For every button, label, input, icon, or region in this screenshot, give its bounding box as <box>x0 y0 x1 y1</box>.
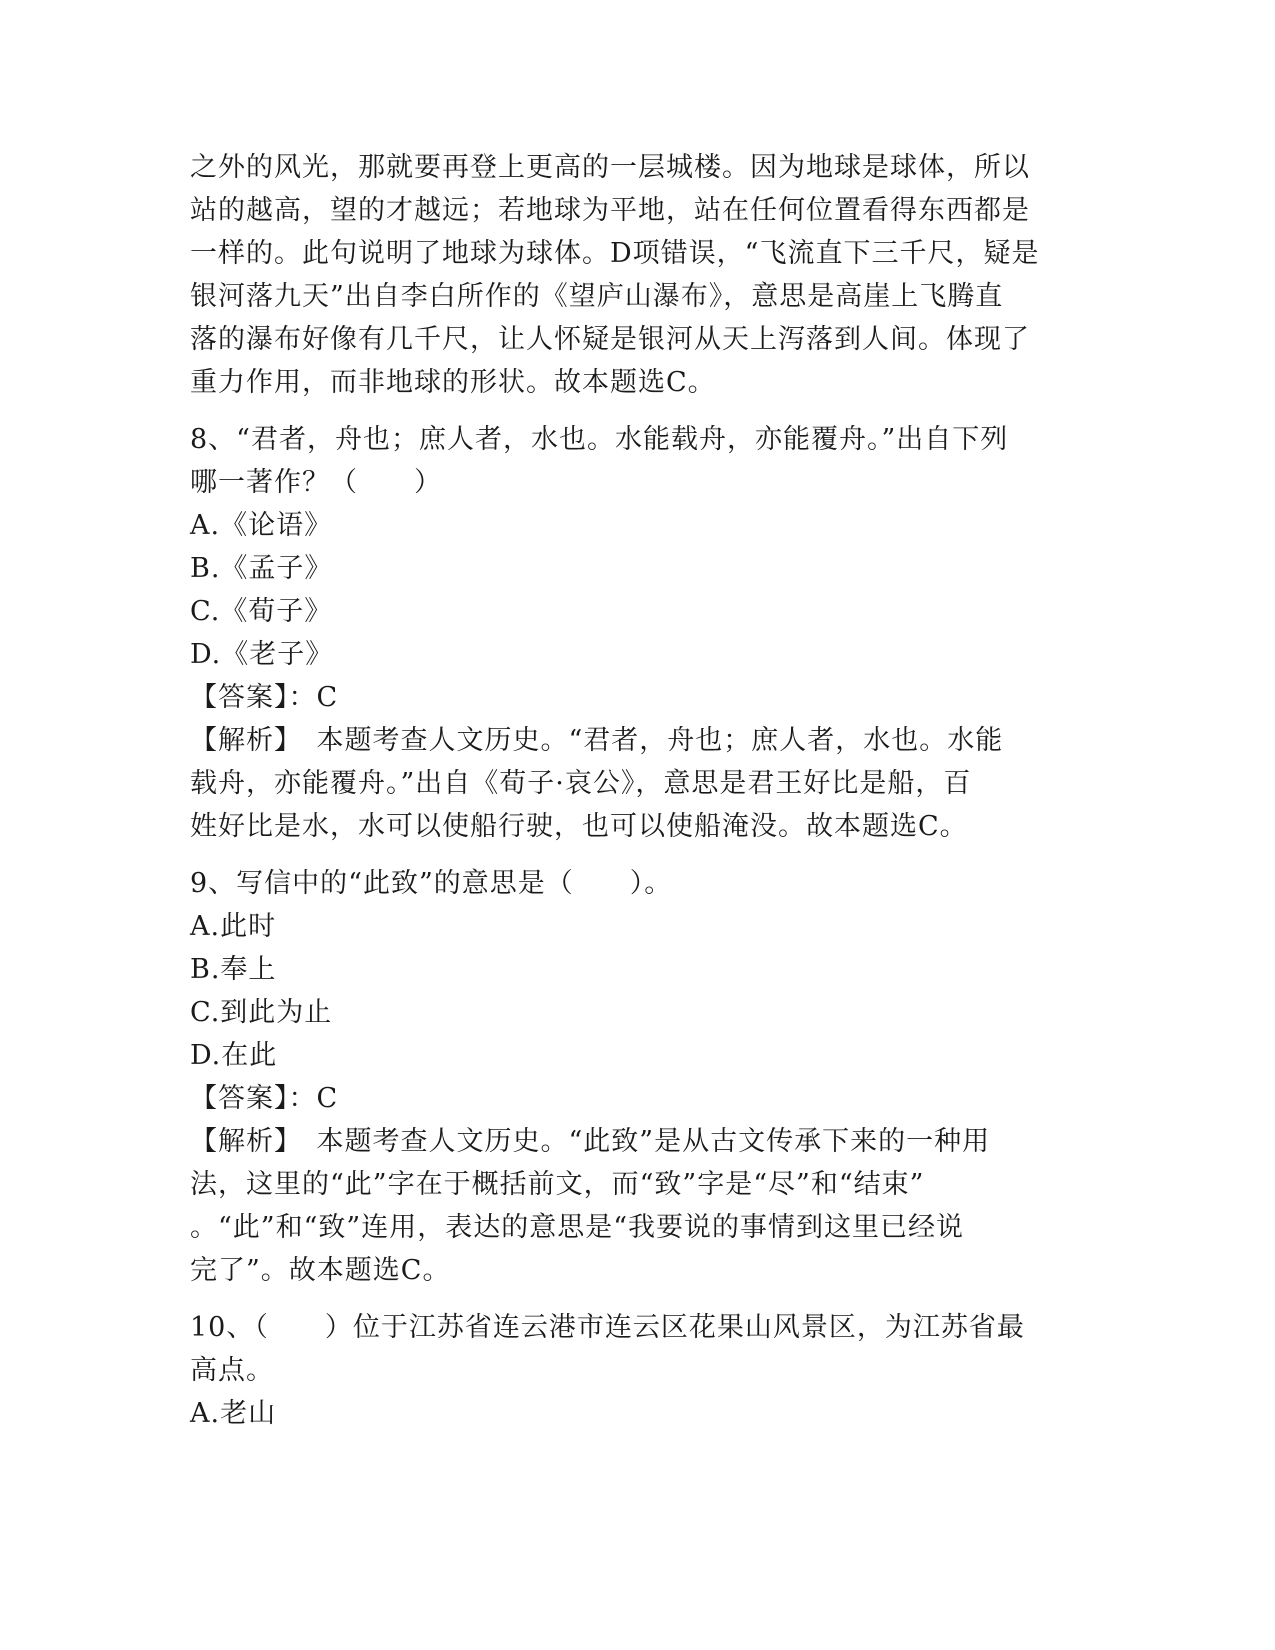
option-b: B.《孟子》 <box>190 553 333 584</box>
question-stem: 8、“君者，舟也；庶人者，水也。水能载舟，亦能覆舟。”出自下列 <box>190 424 1009 455</box>
analysis-line: 【解析】 本题考查人文历史。“此致”是从古文传承下来的一种用 <box>190 1126 991 1157</box>
analysis-line: 载舟，亦能覆舟。”出自《荀子·哀公》，意思是君王好比是船，百 <box>190 768 972 799</box>
option-d: D.在此 <box>190 1040 278 1071</box>
text-line: 一样的。此句说明了地球为球体。D项错误，“飞流直下三千尺，疑是 <box>190 238 1040 269</box>
content-column <box>190 146 1090 1435</box>
question-stem: 10、（ ）位于江苏省连云港市连云区花果山风景区，为江苏省最 <box>190 1312 1025 1343</box>
question-stem: 哪一著作？（ ） <box>190 467 442 498</box>
option-a: A.老山 <box>190 1398 277 1429</box>
analysis-line: 法，这里的“此”字在于概括前文，而“致”字是“尽”和“结束” <box>190 1169 925 1200</box>
analysis-line: 完了”。故本题选C。 <box>190 1255 451 1286</box>
option-a: A.此时 <box>190 911 277 942</box>
option-c: C.到此为止 <box>190 997 333 1028</box>
option-c: C.《荀子》 <box>190 596 333 627</box>
prev-explanation <box>190 146 1090 404</box>
analysis-line: 【解析】 本题考查人文历史。“君者，舟也；庶人者，水也。水能 <box>190 725 1004 756</box>
question-8 <box>190 418 1090 848</box>
question-stem: 9、写信中的“此致”的意思是（ ）。 <box>190 868 673 899</box>
option-b: B.奉上 <box>190 954 277 985</box>
text-line: 重力作用，而非地球的形状。故本题选C。 <box>190 367 716 398</box>
answer: 【答案】：C <box>190 682 339 713</box>
analysis-line: 。“此”和“致”连用，表达的意思是“我要说的事情到这里已经说 <box>190 1212 965 1243</box>
question-10 <box>190 1306 1090 1435</box>
question-stem: 高点。 <box>190 1355 274 1386</box>
option-a: A.《论语》 <box>190 510 333 541</box>
text-line: 之外的风光，那就要再登上更高的一层城楼。因为地球是球体，所以 <box>190 152 1030 183</box>
text-line: 站的越高，望的才越远；若地球为平地，站在任何位置看得东西都是 <box>190 195 1030 226</box>
text-line: 落的瀑布好像有几千尺，让人怀疑是银河从天上泻落到人间。体现了 <box>190 324 1030 355</box>
option-d: D.《老子》 <box>190 639 334 670</box>
question-9 <box>190 862 1090 1292</box>
answer: 【答案】：C <box>190 1083 339 1114</box>
analysis-line: 姓好比是水，水可以使船行驶，也可以使船淹没。故本题选C。 <box>190 811 968 842</box>
text-line: 银河落九天”出自李白所作的《望庐山瀑布》，意思是高崖上飞腾直 <box>190 281 1004 312</box>
